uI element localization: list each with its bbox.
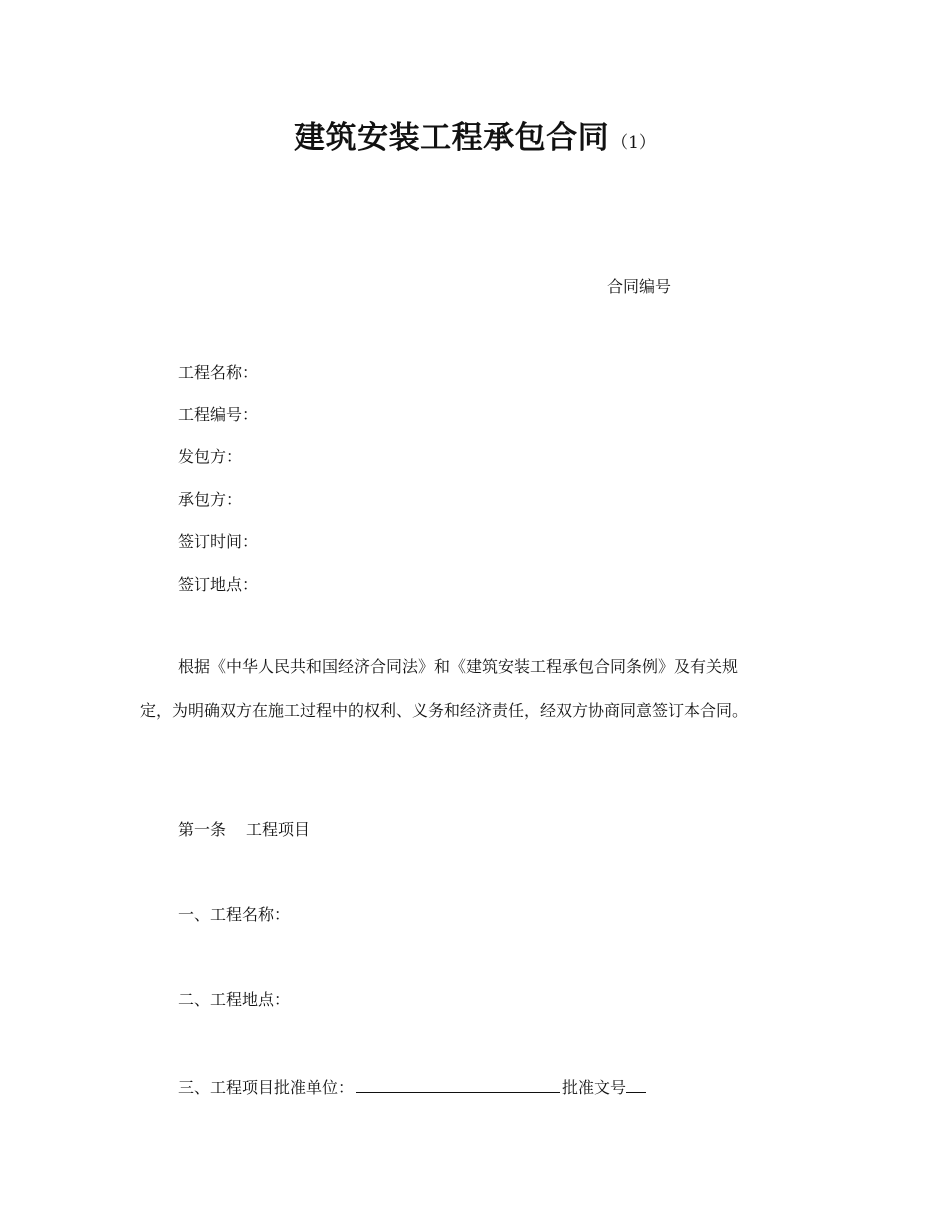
approval-number-label: 批准文号 bbox=[562, 1078, 627, 1097]
item-project-name: 一、工程名称： bbox=[178, 905, 291, 924]
approval-unit-label: 三、工程项目批准单位： bbox=[178, 1078, 355, 1097]
document-title bbox=[0, 112, 950, 157]
info-field-employer: 发包方： bbox=[178, 447, 243, 466]
info-field-project-name: 工程名称： bbox=[178, 363, 259, 382]
info-field-signing-date: 签订时间： bbox=[178, 532, 259, 551]
approval-number-blank[interactable] bbox=[626, 1074, 646, 1093]
approval-unit-blank[interactable] bbox=[356, 1074, 560, 1093]
item-approval-unit bbox=[178, 1074, 646, 1099]
article-title: 工程项目 bbox=[246, 820, 311, 839]
title-suffix: （1） bbox=[611, 133, 656, 153]
preamble-line-1: 根据《中华人民共和国经济合同法》和《建筑安装工程承包合同条例》及有关规 bbox=[178, 657, 739, 676]
preamble-line-2: 定，为明确双方在施工过程中的权利、义务和经济责任，经双方协商同意签订本合同。 bbox=[140, 701, 749, 720]
contract-number-label: 合同编号 bbox=[607, 277, 672, 296]
info-field-contractor: 承包方： bbox=[178, 490, 243, 509]
article-number: 第一条 bbox=[178, 820, 227, 839]
info-field-signing-place: 签订地点： bbox=[178, 575, 259, 594]
item-project-location: 二、工程地点： bbox=[178, 990, 291, 1009]
title-text: 建筑安装工程承包合同 bbox=[294, 120, 610, 156]
article-1-heading bbox=[178, 819, 310, 841]
info-field-project-number: 工程编号： bbox=[178, 405, 259, 424]
